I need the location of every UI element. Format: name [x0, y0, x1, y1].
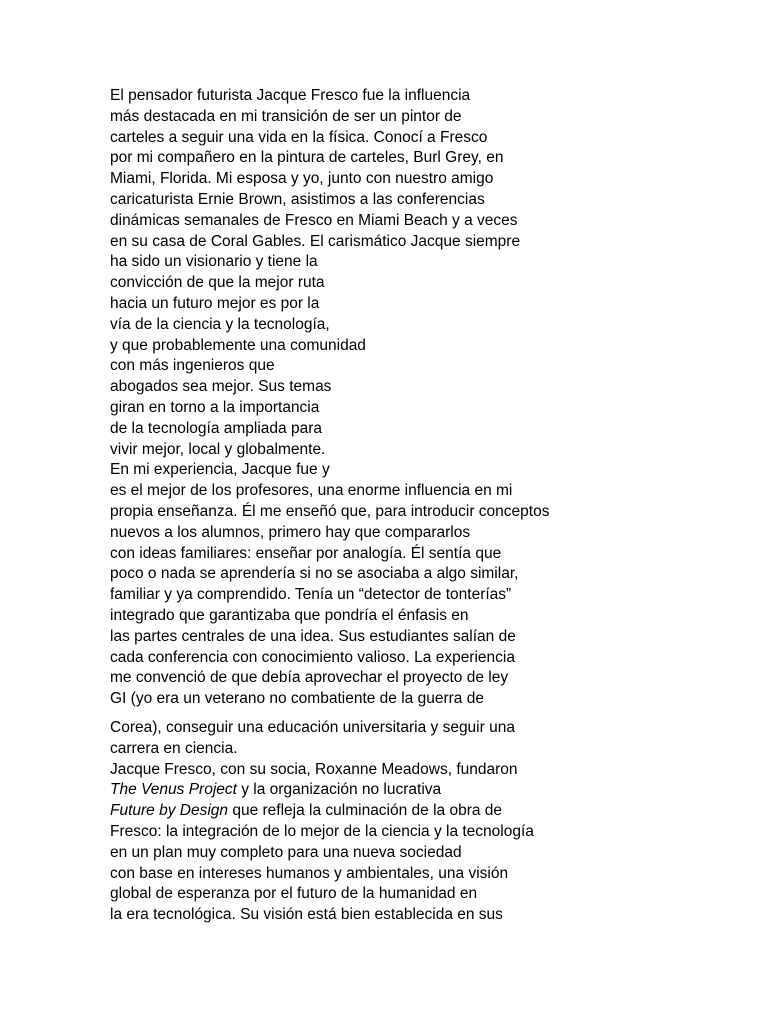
text-line: es el mejor de los profesores, una enorme influencia en mi [110, 482, 513, 500]
line-rest: que refleja la culminación de la obra de [228, 802, 503, 820]
text-line: con ideas familiares: enseñar por analogía. Él sentía que [110, 544, 502, 562]
text-line: global de esperanza por el futuro de la humanidad en [110, 885, 478, 903]
paragraph-1 [110, 86, 760, 710]
text-line: más destacada en mi transición de ser un pintor de [110, 107, 462, 125]
text-line: propia enseñanza. Él me enseñó que, para introducir conceptos [110, 502, 550, 520]
text-line: Miami, Florida. Mi esposa y yo, junto con nuestro amigo [110, 170, 494, 188]
text-line: hacia un futuro mejor es por la [110, 294, 320, 312]
text-line: integrado que garantizaba que pondría el énfasis en [110, 606, 469, 624]
text-line: poco o nada se aprendería si no se asociaba a algo similar, [110, 565, 519, 583]
paragraph-2 [110, 718, 760, 926]
text-line: vivir mejor, local y globalmente. [110, 440, 326, 458]
text-line: en un plan muy completo para una nueva sociedad [110, 843, 462, 861]
text-line: me convenció de que debía aprovechar el proyecto de ley [110, 669, 509, 687]
text-line: con base en intereses humanos y ambientales, una visión [110, 864, 509, 882]
text-line: carrera en ciencia. [110, 739, 238, 757]
text-line: vía de la ciencia y la tecnología, [110, 315, 330, 333]
text-line: En mi experiencia, Jacque fue y [110, 461, 330, 479]
line-rest: y la organización no lucrativa [236, 781, 442, 799]
text-line: dinámicas semanales de Fresco en Miami Beach y a veces [110, 211, 518, 229]
text-line: familiar y ya comprendido. Tenía un “detector de tonterías” [110, 586, 512, 604]
text-line: giran en torno a la importancia [110, 398, 320, 416]
text-line: GI (yo era un veterano no combatiente de la guerra de [110, 690, 484, 708]
text-line: de la tecnología ampliada para [110, 419, 322, 437]
project-title: The Venus Project [110, 781, 237, 799]
text-line: abogados sea mejor. Sus temas [110, 378, 332, 396]
text-line: carteles a seguir una vida en la física. Conocí a Fresco [110, 128, 488, 146]
text-line: en su casa de Coral Gables. El carismático Jacque siempre [110, 232, 521, 250]
text-line: Jacque Fresco, con su socia, Roxanne Meadows, fundaron [110, 760, 518, 778]
text-line: caricaturista Ernie Brown, asistimos a las conferencias [110, 190, 485, 208]
text-line: Fresco: la integración de lo mejor de la ciencia y la tecnología [110, 822, 534, 840]
text-line: ha sido un visionario y tiene la [110, 253, 318, 271]
text-line-with-title [110, 780, 760, 801]
text-line: cada conferencia con conocimiento valioso. La experiencia [110, 648, 515, 666]
text-line: El pensador futurista Jacque Fresco fue la influencia [110, 87, 471, 104]
text-line: nuevos a los alumnos, primero hay que compararlos [110, 523, 471, 541]
text-line: y que probablemente una comunidad [110, 336, 366, 354]
organization-title: Future by Design [110, 802, 229, 820]
text-line: con más ingenieros que [110, 357, 275, 375]
text-line: por mi compañero en la pintura de carteles, Burl Grey, en [110, 149, 504, 167]
text-line: convicción de que la mejor ruta [110, 274, 325, 292]
text-line: las partes centrales de una idea. Sus estudiantes salían de [110, 627, 516, 645]
text-line: la era tecnológica. Su visión está bien establecida en sus [110, 906, 503, 924]
text-line: Corea), conseguir una educación universitaria y seguir una [110, 719, 515, 736]
text-line-with-title [110, 801, 760, 822]
